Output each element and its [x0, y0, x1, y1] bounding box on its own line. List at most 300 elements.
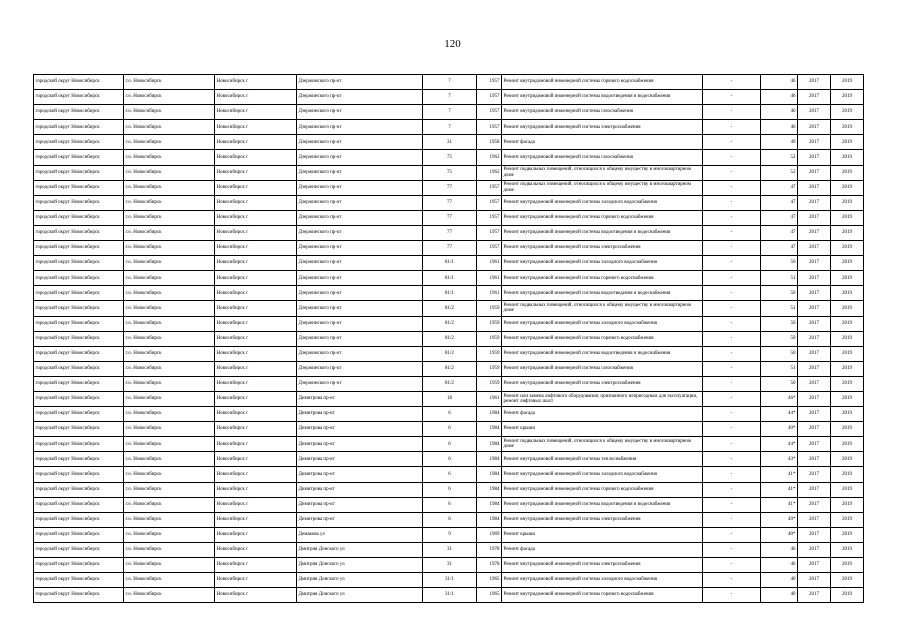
cell-year-built: 1959 [477, 301, 502, 316]
cell-street: Дмитрия Донского ул [297, 558, 423, 573]
cell-start-year: 2017 [798, 452, 831, 467]
cell-locality: Новосибирск г [215, 558, 297, 573]
cell-district: городской округ Новосибирск [34, 573, 124, 588]
table-row [34, 90, 864, 105]
cell-year-built: 1965 [477, 573, 502, 588]
cell-work-type: Ремонт фасада [502, 542, 703, 557]
cell-dash: - [703, 391, 761, 406]
cell-locality: Новосибирск г [215, 376, 297, 391]
cell-start-year: 2017 [798, 542, 831, 557]
cell-house: 7 [423, 90, 477, 105]
cell-district: городской округ Новосибирск [34, 316, 124, 331]
cell-locality: Новосибирск г [215, 225, 297, 240]
cell-dash: - [703, 210, 761, 225]
cell-municipality: г.о. Новосибирск [124, 497, 215, 512]
cell-locality: Новосибирск г [215, 90, 297, 105]
cell-start-year: 2017 [798, 195, 831, 210]
cell-cost: 47 [761, 195, 798, 210]
table-row [34, 437, 864, 452]
cell-locality: Новосибирск г [215, 180, 297, 195]
cell-municipality: г.о. Новосибирск [124, 165, 215, 180]
cell-street: Дмитрия Донского ул [297, 573, 423, 588]
cell-work-type: Ремонт или замена лифтового оборудования, признанного непригодным для эксплуатации, ремонт лифтовых шахт [502, 391, 703, 406]
cell-year-built: 1984 [477, 497, 502, 512]
cell-start-year: 2017 [798, 391, 831, 406]
cell-street: Дзержинского пр-кт [297, 105, 423, 120]
cell-dash: - [703, 286, 761, 301]
cell-municipality: г.о. Новосибирск [124, 105, 215, 120]
cell-cost: 50 [761, 331, 798, 346]
cell-work-type: Ремонт внутридомовой инженерной системы холодного водоснабжения [502, 256, 703, 271]
cell-locality: Новосибирск г [215, 527, 297, 542]
cell-house: 77 [423, 241, 477, 256]
cell-municipality: г.о. Новосибирск [124, 346, 215, 361]
cell-work-type: Ремонт подвальных помещений, относящихся к общему имуществу в многоквартирном доме [502, 165, 703, 180]
cell-municipality: г.о. Новосибирск [124, 301, 215, 316]
cell-locality: Новосибирск г [215, 241, 297, 256]
cell-year-built: 1959 [477, 316, 502, 331]
cell-end-year: 2019 [831, 301, 864, 316]
cell-cost: 49* [761, 512, 798, 527]
cell-street: Дзержинского пр-кт [297, 301, 423, 316]
cell-locality: Новосибирск г [215, 542, 297, 557]
cell-year-built: 1984 [477, 467, 502, 482]
cell-cost: 51 [761, 361, 798, 376]
page-number: 120 [444, 38, 461, 50]
cell-start-year: 2017 [798, 512, 831, 527]
cell-street: Дзержинского пр-кт [297, 225, 423, 240]
cell-locality: Новосибирск г [215, 316, 297, 331]
cell-start-year: 2017 [798, 437, 831, 452]
table-row [34, 527, 864, 542]
cell-dash: - [703, 482, 761, 497]
cell-district: городской округ Новосибирск [34, 391, 124, 406]
cell-house: 77 [423, 225, 477, 240]
cell-municipality: г.о. Новосибирск [124, 331, 215, 346]
cell-street: Димитрова пр-кт [297, 512, 423, 527]
cell-cost: 41* [761, 497, 798, 512]
cell-district: городской округ Новосибирск [34, 75, 124, 90]
cell-house: 6 [423, 407, 477, 422]
cell-street: Дзержинского пр-кт [297, 316, 423, 331]
cell-house: 81/1 [423, 271, 477, 286]
cell-street: Димитрова пр-кт [297, 452, 423, 467]
cell-dash: - [703, 256, 761, 271]
cell-locality: Новосибирск г [215, 286, 297, 301]
cell-district: городской округ Новосибирск [34, 105, 124, 120]
cell-district: городской округ Новосибирск [34, 90, 124, 105]
cell-street: Димитрова пр-кт [297, 422, 423, 437]
cell-locality: Новосибирск г [215, 361, 297, 376]
table-row [34, 316, 864, 331]
cell-dash: - [703, 165, 761, 180]
cell-start-year: 2017 [798, 407, 831, 422]
cell-municipality: г.о. Новосибирск [124, 542, 215, 557]
cell-cost: 40 [761, 573, 798, 588]
cell-locality: Новосибирск г [215, 407, 297, 422]
cell-street: Димитрова пр-кт [297, 437, 423, 452]
cell-street: Димитрова пр-кт [297, 407, 423, 422]
cell-municipality: г.о. Новосибирск [124, 241, 215, 256]
cell-street: Димитрова пр-кт [297, 467, 423, 482]
cell-end-year: 2019 [831, 241, 864, 256]
cell-cost: 51 [761, 271, 798, 286]
cell-district: городской округ Новосибирск [34, 286, 124, 301]
cell-dash: - [703, 225, 761, 240]
cell-end-year: 2019 [831, 225, 864, 240]
cell-district: городской округ Новосибирск [34, 497, 124, 512]
cell-start-year: 2017 [798, 301, 831, 316]
table-row [34, 195, 864, 210]
cell-work-type: Ремонт внутридомовой инженерной системы электроснабжения [502, 241, 703, 256]
cell-house: 6 [423, 482, 477, 497]
cell-municipality: г.о. Новосибирск [124, 180, 215, 195]
cell-street: Дзержинского пр-кт [297, 361, 423, 376]
cell-district: городской округ Новосибирск [34, 437, 124, 452]
cell-cost: 47 [761, 210, 798, 225]
cell-house: 81/2 [423, 301, 477, 316]
table-row [34, 542, 864, 557]
cell-start-year: 2017 [798, 497, 831, 512]
cell-year-built: 1962 [477, 165, 502, 180]
table-row [34, 225, 864, 240]
cell-district: городской округ Новосибирск [34, 407, 124, 422]
cell-start-year: 2017 [798, 225, 831, 240]
cell-locality: Новосибирск г [215, 331, 297, 346]
cell-start-year: 2017 [798, 346, 831, 361]
cell-street: Дзержинского пр-кт [297, 331, 423, 346]
cell-end-year: 2019 [831, 120, 864, 135]
cell-cost: 46 [761, 105, 798, 120]
cell-municipality: г.о. Новосибирск [124, 195, 215, 210]
cell-house: 18 [423, 391, 477, 406]
cell-municipality: г.о. Новосибирск [124, 376, 215, 391]
cell-district: городской округ Новосибирск [34, 225, 124, 240]
cell-work-type: Ремонт внутридомовой инженерной системы электроснабжения [502, 558, 703, 573]
cell-start-year: 2017 [798, 316, 831, 331]
cell-dash: - [703, 180, 761, 195]
cell-locality: Новосибирск г [215, 150, 297, 165]
cell-locality: Новосибирск г [215, 271, 297, 286]
cell-end-year: 2019 [831, 376, 864, 391]
cell-year-built: 1984 [477, 422, 502, 437]
cell-cost: 47 [761, 225, 798, 240]
table-row [34, 422, 864, 437]
cell-end-year: 2019 [831, 346, 864, 361]
cell-locality: Новосибирск г [215, 135, 297, 150]
cell-locality: Новосибирск г [215, 120, 297, 135]
cell-district: городской округ Новосибирск [34, 331, 124, 346]
cell-year-built: 1961 [477, 256, 502, 271]
table-row [34, 361, 864, 376]
cell-work-type: Ремонт крыши [502, 527, 703, 542]
cell-end-year: 2019 [831, 90, 864, 105]
cell-work-type: Ремонт внутридомовой инженерной системы холодного водоснабжения [502, 195, 703, 210]
cell-start-year: 2017 [798, 573, 831, 588]
cell-end-year: 2019 [831, 467, 864, 482]
cell-district: городской округ Новосибирск [34, 558, 124, 573]
cell-end-year: 2019 [831, 452, 864, 467]
cell-work-type: Ремонт внутридомовой инженерной системы электроснабжения [502, 120, 703, 135]
table-row [34, 286, 864, 301]
cell-end-year: 2019 [831, 316, 864, 331]
cell-locality: Новосибирск г [215, 75, 297, 90]
cell-house: 75 [423, 150, 477, 165]
cell-year-built: 1984 [477, 512, 502, 527]
cell-cost: 40 [761, 588, 798, 603]
cell-house: 7 [423, 75, 477, 90]
cell-municipality: г.о. Новосибирск [124, 588, 215, 603]
cell-work-type: Ремонт внутридомовой инженерной системы водоотведения и водоснабжения [502, 497, 703, 512]
cell-municipality: г.о. Новосибирск [124, 467, 215, 482]
table-row [34, 467, 864, 482]
cell-cost: 46* [761, 391, 798, 406]
cell-cost: 43* [761, 452, 798, 467]
cell-end-year: 2019 [831, 391, 864, 406]
cell-house: 81/1 [423, 256, 477, 271]
cell-work-type: Ремонт внутридомовой инженерной системы теплоснабжения [502, 452, 703, 467]
cell-house: 81/2 [423, 361, 477, 376]
cell-year-built: 1957 [477, 120, 502, 135]
cell-year-built: 1984 [477, 482, 502, 497]
cell-municipality: г.о. Новосибирск [124, 527, 215, 542]
cell-house: 31 [423, 542, 477, 557]
table-row [34, 150, 864, 165]
cell-work-type: Ремонт внутридомовой инженерной системы горячего водоснабжения [502, 588, 703, 603]
cell-district: городской округ Новосибирск [34, 271, 124, 286]
cell-start-year: 2017 [798, 361, 831, 376]
cell-street: Дмитрия Донского ул [297, 588, 423, 603]
cell-work-type: Ремонт подвальных помещений, относящихся к общему имуществу в многоквартирном доме [502, 301, 703, 316]
cell-district: городской округ Новосибирск [34, 150, 124, 165]
cell-start-year: 2017 [798, 422, 831, 437]
cell-work-type: Ремонт внутридомовой инженерной системы горячего водоснабжения [502, 271, 703, 286]
cell-district: городской округ Новосибирск [34, 482, 124, 497]
cell-street: Димитрова пр-кт [297, 497, 423, 512]
cell-street: Димитрова пр-кт [297, 391, 423, 406]
table-row [34, 75, 864, 90]
cell-street: Дзержинского пр-кт [297, 75, 423, 90]
cell-house: 81/2 [423, 316, 477, 331]
cell-year-built: 1978 [477, 558, 502, 573]
cell-dash: - [703, 512, 761, 527]
cell-end-year: 2019 [831, 105, 864, 120]
cell-end-year: 2019 [831, 361, 864, 376]
cell-house: 31/1 [423, 588, 477, 603]
cell-start-year: 2017 [798, 331, 831, 346]
cell-work-type: Ремонт внутридомовой инженерной системы водоотведения и водоснабжения [502, 90, 703, 105]
cell-year-built: 1978 [477, 542, 502, 557]
cell-street: Дзержинского пр-кт [297, 150, 423, 165]
cell-house: 31 [423, 558, 477, 573]
cell-district: городской округ Новосибирск [34, 210, 124, 225]
cell-locality: Новосибирск г [215, 195, 297, 210]
cell-dash: - [703, 407, 761, 422]
cell-start-year: 2017 [798, 467, 831, 482]
cell-end-year: 2019 [831, 542, 864, 557]
cell-locality: Новосибирск г [215, 588, 297, 603]
table-row [34, 558, 864, 573]
cell-municipality: г.о. Новосибирск [124, 135, 215, 150]
cell-end-year: 2019 [831, 512, 864, 527]
cell-cost: 46 [761, 558, 798, 573]
cell-cost: 40* [761, 527, 798, 542]
table-row [34, 271, 864, 286]
cell-district: городской округ Новосибирск [34, 361, 124, 376]
cell-house: 6 [423, 422, 477, 437]
cell-year-built: 1957 [477, 180, 502, 195]
cell-district: городской округ Новосибирск [34, 512, 124, 527]
cell-locality: Новосибирск г [215, 391, 297, 406]
cell-locality: Новосибирск г [215, 301, 297, 316]
cell-start-year: 2017 [798, 210, 831, 225]
cell-end-year: 2019 [831, 271, 864, 286]
cell-municipality: г.о. Новосибирск [124, 391, 215, 406]
cell-locality: Новосибирск г [215, 573, 297, 588]
cell-end-year: 2019 [831, 180, 864, 195]
cell-street: Дзержинского пр-кт [297, 210, 423, 225]
cell-street: Дзержинского пр-кт [297, 135, 423, 150]
cell-district: городской округ Новосибирск [34, 165, 124, 180]
table-row [34, 497, 864, 512]
cell-start-year: 2017 [798, 376, 831, 391]
cell-work-type: Ремонт внутридомовой инженерной системы горячего водоснабжения [502, 75, 703, 90]
cell-work-type: Ремонт внутридомовой инженерной системы горячего водоснабжения [502, 331, 703, 346]
cell-municipality: г.о. Новосибирск [124, 361, 215, 376]
cell-start-year: 2017 [798, 482, 831, 497]
cell-year-built: 1969 [477, 527, 502, 542]
cell-year-built: 1957 [477, 195, 502, 210]
cell-end-year: 2019 [831, 558, 864, 573]
cell-municipality: г.о. Новосибирск [124, 225, 215, 240]
cell-dash: - [703, 120, 761, 135]
cell-district: городской округ Новосибирск [34, 542, 124, 557]
cell-municipality: г.о. Новосибирск [124, 256, 215, 271]
cell-district: городской округ Новосибирск [34, 135, 124, 150]
cell-cost: 50 [761, 316, 798, 331]
cell-year-built: 1959 [477, 331, 502, 346]
cell-dash: - [703, 573, 761, 588]
cell-house: 77 [423, 195, 477, 210]
cell-year-built: 1984 [477, 452, 502, 467]
cell-house: 77 [423, 210, 477, 225]
cell-year-built: 1959 [477, 346, 502, 361]
cell-locality: Новосибирск г [215, 256, 297, 271]
cell-cost: 44* [761, 437, 798, 452]
cell-year-built: 1957 [477, 210, 502, 225]
cell-cost: 50 [761, 286, 798, 301]
cell-work-type: Ремонт внутридомовой инженерной системы электроснабжения [502, 376, 703, 391]
cell-start-year: 2017 [798, 527, 831, 542]
cell-dash: - [703, 135, 761, 150]
cell-dash: - [703, 75, 761, 90]
cell-dash: - [703, 331, 761, 346]
cell-year-built: 1957 [477, 241, 502, 256]
cell-municipality: г.о. Новосибирск [124, 452, 215, 467]
cell-district: городской округ Новосибирск [34, 422, 124, 437]
cell-year-built: 1961 [477, 286, 502, 301]
cell-dash: - [703, 422, 761, 437]
cell-start-year: 2017 [798, 180, 831, 195]
cell-dash: - [703, 542, 761, 557]
cell-district: городской округ Новосибирск [34, 120, 124, 135]
cell-year-built: 1961 [477, 391, 502, 406]
cell-work-type: Ремонт внутридомовой инженерной системы газоснабжения [502, 105, 703, 120]
cell-dash: - [703, 90, 761, 105]
table-row [34, 180, 864, 195]
table-row [34, 135, 864, 150]
cell-municipality: г.о. Новосибирск [124, 210, 215, 225]
cell-dash: - [703, 105, 761, 120]
cell-start-year: 2017 [798, 75, 831, 90]
cell-municipality: г.о. Новосибирск [124, 512, 215, 527]
cell-year-built: 1984 [477, 437, 502, 452]
cell-end-year: 2019 [831, 165, 864, 180]
cell-year-built: 1965 [477, 588, 502, 603]
cell-municipality: г.о. Новосибирск [124, 120, 215, 135]
cell-end-year: 2019 [831, 256, 864, 271]
cell-cost: 41* [761, 482, 798, 497]
cell-end-year: 2019 [831, 75, 864, 90]
cell-street: Дзержинского пр-кт [297, 376, 423, 391]
cell-year-built: 1958 [477, 135, 502, 150]
cell-house: 31/1 [423, 573, 477, 588]
cell-work-type: Ремонт фасада [502, 407, 703, 422]
cell-work-type: Ремонт внутридомовой инженерной системы холодного водоснабжения [502, 316, 703, 331]
cell-district: городской округ Новосибирск [34, 376, 124, 391]
cell-house: 6 [423, 437, 477, 452]
cell-locality: Новосибирск г [215, 105, 297, 120]
cell-street: Дзержинского пр-кт [297, 241, 423, 256]
cell-district: городской округ Новосибирск [34, 241, 124, 256]
cell-end-year: 2019 [831, 407, 864, 422]
cell-year-built: 1961 [477, 271, 502, 286]
cell-start-year: 2017 [798, 241, 831, 256]
cell-cost: 44* [761, 407, 798, 422]
cell-dash: - [703, 588, 761, 603]
cell-work-type: Ремонт внутридомовой инженерной системы холодного водоснабжения [502, 467, 703, 482]
cell-house: 31 [423, 135, 477, 150]
cell-work-type: Ремонт внутридомовой инженерной системы водоотведения и водоснабжения [502, 225, 703, 240]
cell-cost: 51 [761, 301, 798, 316]
cell-locality: Новосибирск г [215, 452, 297, 467]
cell-work-type: Ремонт внутридомовой инженерной системы водоотведения и водоснабжения [502, 346, 703, 361]
cell-street: Дзержинского пр-кт [297, 346, 423, 361]
cell-district: городской округ Новосибирск [34, 452, 124, 467]
cell-locality: Новосибирск г [215, 437, 297, 452]
cell-street: Дзержинского пр-кт [297, 195, 423, 210]
cell-locality: Новосибирск г [215, 512, 297, 527]
cell-house: 6 [423, 452, 477, 467]
cell-cost: 46 [761, 120, 798, 135]
cell-district: городской округ Новосибирск [34, 588, 124, 603]
cell-district: городской округ Новосибирск [34, 180, 124, 195]
cell-dash: - [703, 437, 761, 452]
cell-work-type: Ремонт внутридомовой инженерной системы газоснабжения [502, 150, 703, 165]
cell-year-built: 1957 [477, 90, 502, 105]
cell-locality: Новосибирск г [215, 210, 297, 225]
cell-work-type: Ремонт внутридомовой инженерной системы горячего водоснабжения [502, 210, 703, 225]
cell-cost: 47 [761, 180, 798, 195]
cell-house: 81/2 [423, 331, 477, 346]
table-row [34, 165, 864, 180]
cell-dash: - [703, 361, 761, 376]
table-row [34, 512, 864, 527]
cell-municipality: г.о. Новосибирск [124, 316, 215, 331]
cell-work-type: Ремонт подвальных помещений, относящихся к общему имуществу в многоквартирном доме [502, 180, 703, 195]
cell-house: 81/1 [423, 286, 477, 301]
cell-house: 81/2 [423, 376, 477, 391]
